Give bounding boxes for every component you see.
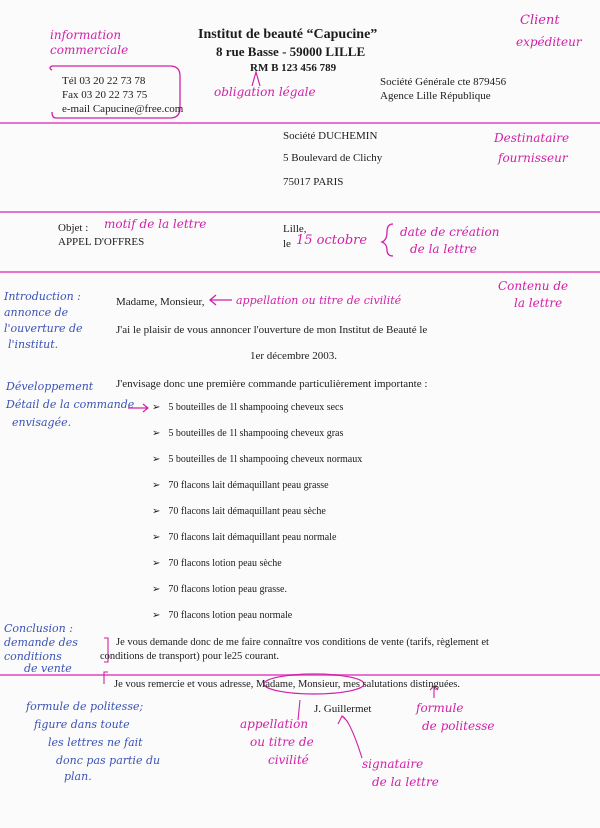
conclusion-line-1: Je vous demande donc de me faire connaître vos conditions de vente (tarifs, règlement et [116,637,489,648]
order-item-text: 70 flacons lotion peau normale [168,610,293,621]
annotation-expediteur: expéditeur [516,35,582,49]
annotation-formule-right-1: formule [416,701,464,715]
order-item-text: 5 bouteilles de 1l shampooing cheveux secs [168,402,344,413]
annotation-formule-right-2: de politesse [422,719,495,733]
annotation-appellation-arrow: appellation ou titre de civilité [236,294,402,307]
order-item [152,532,336,543]
recipient-street: 5 Boulevard de Clichy [283,152,383,164]
annotation-signataire-1: signataire [362,757,424,771]
divider [0,122,600,124]
annotation-concl-2: demande des [4,636,78,649]
closing-line: Je vous remercie et vous adresse, Madame, Monsieur, mes salutations distinguées. [114,679,460,690]
object-value: APPEL D'OFFRES [58,236,145,248]
order-item-text: 70 flacons lotion peau grasse. [168,584,287,595]
annotation-date-creation-1: date de création [400,225,500,239]
annotation-signataire-2: de la lettre [372,775,439,789]
annotation-concl-3: conditions [4,650,62,663]
annotation-destinataire: Destinataire [494,131,570,145]
order-item-text: 70 flacons lait démaquillant peau normale [168,532,337,543]
arrowhead-bullet-icon: ➢ [152,428,161,439]
order-item-text: 70 flacons lotion peau sèche [168,558,282,569]
order-item [152,584,287,595]
order-item [152,610,292,621]
sender-name: Institut de beauté “Capucine” [198,27,378,42]
divider [0,674,600,676]
date-prefix: le [283,238,291,250]
annotation-appellation-1: appellation [240,717,309,731]
annotation-intro-4: l'institut. [8,338,59,351]
recipient-company: Société DUCHEMIN [283,130,378,142]
annotation-appellation-2: ou titre de [250,735,314,749]
sender-bank: Société Générale cte 879456 [380,76,507,88]
order-item [152,454,362,465]
order-item [152,506,326,517]
annotation-fournisseur: fournisseur [498,151,568,165]
order-item-text: 70 flacons lait démaquillant peau grasse [168,480,329,491]
order-intro: J'envisage donc une première commande particulièrement importante : [116,378,428,390]
annotation-concl-4: de vente [24,662,72,675]
sender-tel: Tél 03 20 22 73 78 [62,75,146,87]
sender-address: 8 rue Basse - 59000 LILLE [216,44,366,59]
annotation-intro-2: annonce de [4,306,69,319]
salutation: Madame, Monsieur, [116,296,205,308]
arrowhead-bullet-icon: ➢ [152,610,161,621]
sender-agency: Agence Lille République [380,90,491,102]
order-item-text: 5 bouteilles de 1l shampooing cheveux gras [168,428,344,439]
arrowhead-bullet-icon: ➢ [152,558,161,569]
annotation-date-creation-2: de la lettre [410,242,477,256]
sender-email: e-mail Capucine@free.com [62,103,184,115]
order-item [152,402,343,413]
annotation-date-day: 15 octobre [296,233,368,248]
intro-line-1: J'ai le plaisir de vous annoncer l'ouverture de mon Institut de Beauté le [116,324,428,336]
arrowhead-bullet-icon: ➢ [152,506,161,517]
order-item [152,558,282,569]
annotation-dev-1: Développement [6,380,94,393]
annotation-formule-left-2: figure dans toute [34,718,130,731]
annotation-dev-3: envisagée. [12,416,72,429]
annotation-contenu-1: Contenu de [498,279,569,293]
divider [0,271,600,273]
annotation-concl-1: Conclusion : [4,622,73,635]
annotation-obligation-legale: obligation légale [214,85,316,99]
arrowhead-bullet-icon: ➢ [152,532,161,543]
sender-fax: Fax 03 20 22 73 75 [62,89,148,101]
divider [0,211,600,213]
annotation-info-commerciale: information commerciale [50,28,129,57]
date-city: Lille, [283,223,307,235]
signature: J. Guillermet [314,703,372,715]
sender-rm: RM B 123 456 789 [250,62,337,74]
annotation-intro-3: l'ouverture de [4,322,83,335]
order-item-text: 70 flacons lait démaquillant peau sèche [168,506,326,517]
recipient-city: 75017 PARIS [283,176,344,188]
annotation-formule-left-3: les lettres ne fait [48,736,143,749]
arrowhead-bullet-icon: ➢ [152,402,161,413]
annotation-client: Client [520,13,560,28]
arrowhead-bullet-icon: ➢ [152,584,161,595]
annotation-formule-left-4: donc pas partie du [56,754,161,767]
arrowhead-bullet-icon: ➢ [152,454,161,465]
conclusion-line-2: conditions de transport) pour le25 courant. [100,651,280,662]
intro-line-2: 1er décembre 2003. [250,350,338,362]
object-label: Objet : [58,222,89,234]
annotation-formule-left-1: formule de politesse; [26,700,144,713]
annotation-motif: motif de la lettre [104,217,207,231]
annotation-formule-left-5: plan. [64,770,92,783]
order-item [152,428,343,439]
order-item-text: 5 bouteilles de 1l shampooing cheveux normaux [168,454,363,465]
order-item [152,480,329,491]
annotation-contenu-2: la lettre [514,296,563,310]
arrowhead-bullet-icon: ➢ [152,480,161,491]
annotation-appellation-3: civilité [268,753,309,767]
annotation-dev-2: Détail de la commande [6,398,135,411]
annotation-intro-1: Introduction : [4,290,81,303]
